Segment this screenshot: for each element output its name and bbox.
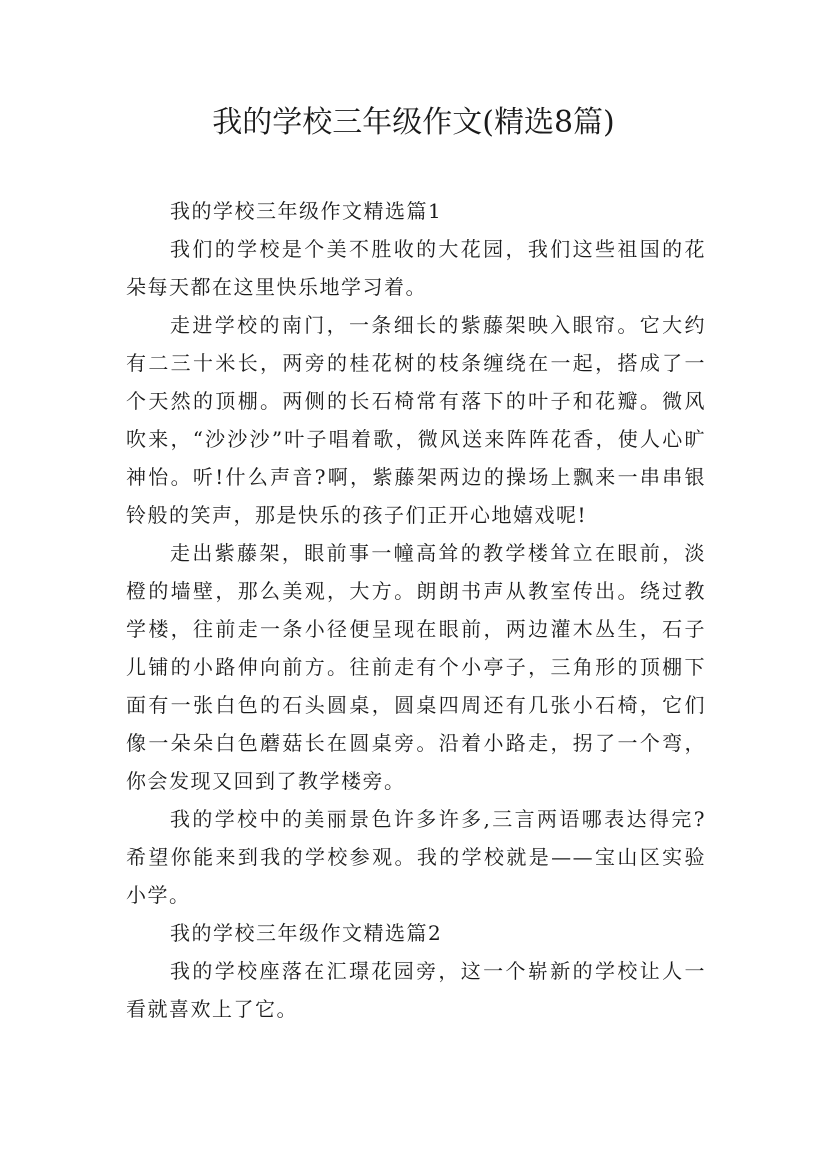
paragraph: 我的学校座落在汇璟花园旁，这一个崭新的学校让人一看就喜欢上了它。	[126, 959, 706, 1021]
document-title: 我的学校三年级作文(精选8篇)	[212, 105, 615, 140]
document-body	[126, 192, 706, 1028]
section-heading-2: 我的学校三年级作文精选篇2	[170, 921, 443, 945]
paragraph: 我们的学校是个美不胜收的大花园，我们这些祖国的花朵每天都在这里快乐地学习着。	[126, 237, 706, 299]
section-heading-1: 我的学校三年级作文精选篇1	[170, 199, 443, 223]
paragraph: 走进学校的南门，一条细长的紫藤架映入眼帘。它大约有二三十米长，两旁的桂花树的枝条缠绕在一起，搭成了一个天然的顶棚。两侧的长石椅常有落下的叶子和花瓣。微风吹来，“沙沙沙”叶子唱着歌，微风送来阵阵花香，使人心旷神怡。听!什么声音?啊，紫藤架两边的操场上飘来一串串银铃般的笑声，那是快乐的孩子们正开心地嬉戏呢!	[126, 313, 706, 527]
paragraph: 走出紫藤架，眼前事一幢高耸的教学楼耸立在眼前，淡橙的墙壁，那么美观，大方。朗朗书声从教室传出。绕过教学楼，往前走一条小径便呈现在眼前，两边灌木丛生，石子儿铺的小路伸向前方。往前走有个小亭子，三角形的顶棚下面有一张白色的石头圆桌，圆桌四周还有几张小石椅，它们像一朵朵白色蘑菇长在圆桌旁。沿着小路走，拐了一个弯，你会发现又回到了教学楼旁。	[126, 541, 706, 793]
paragraph: 我的学校中的美丽景色许多许多,三言两语哪表达得完?希望你能来到我的学校参观。我的学校就是——宝山区实验小学。	[126, 807, 706, 907]
